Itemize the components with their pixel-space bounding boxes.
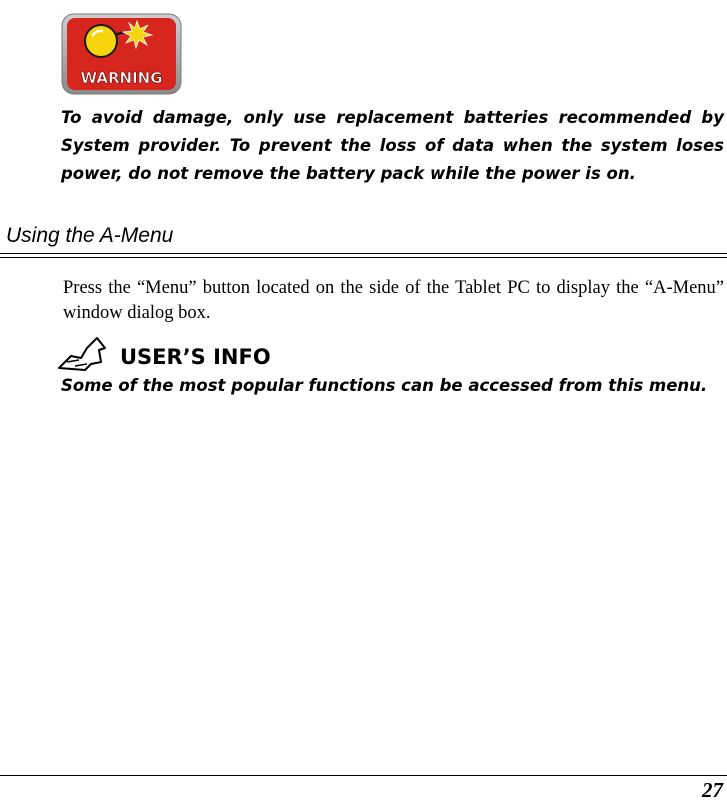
heading-rule-top: [0, 253, 727, 254]
warning-icon-label: WARNING: [80, 69, 163, 87]
warning-icon: [61, 13, 182, 95]
users-info-icon: [57, 334, 289, 372]
warning-text: To avoid damage, only use replacement batteries recommended by System provider. To prevent the loss of data when the system loses power, do not remove the battery pack while the power is on.: [61, 108, 724, 183]
body-paragraph: Press the “Menu” button located on the side of the Tablet PC to display the “A-Menu” window dialog box.: [63, 278, 724, 323]
heading-rule-bottom: [0, 257, 727, 258]
users-info-label: USER’S INFO: [120, 345, 271, 369]
users-info-text: Some of the most popular functions can be accessed from this menu.: [61, 376, 708, 395]
footer-rule: [0, 775, 727, 776]
page-number: 27: [702, 778, 723, 802]
section-heading: Using the A-Menu: [6, 224, 174, 247]
